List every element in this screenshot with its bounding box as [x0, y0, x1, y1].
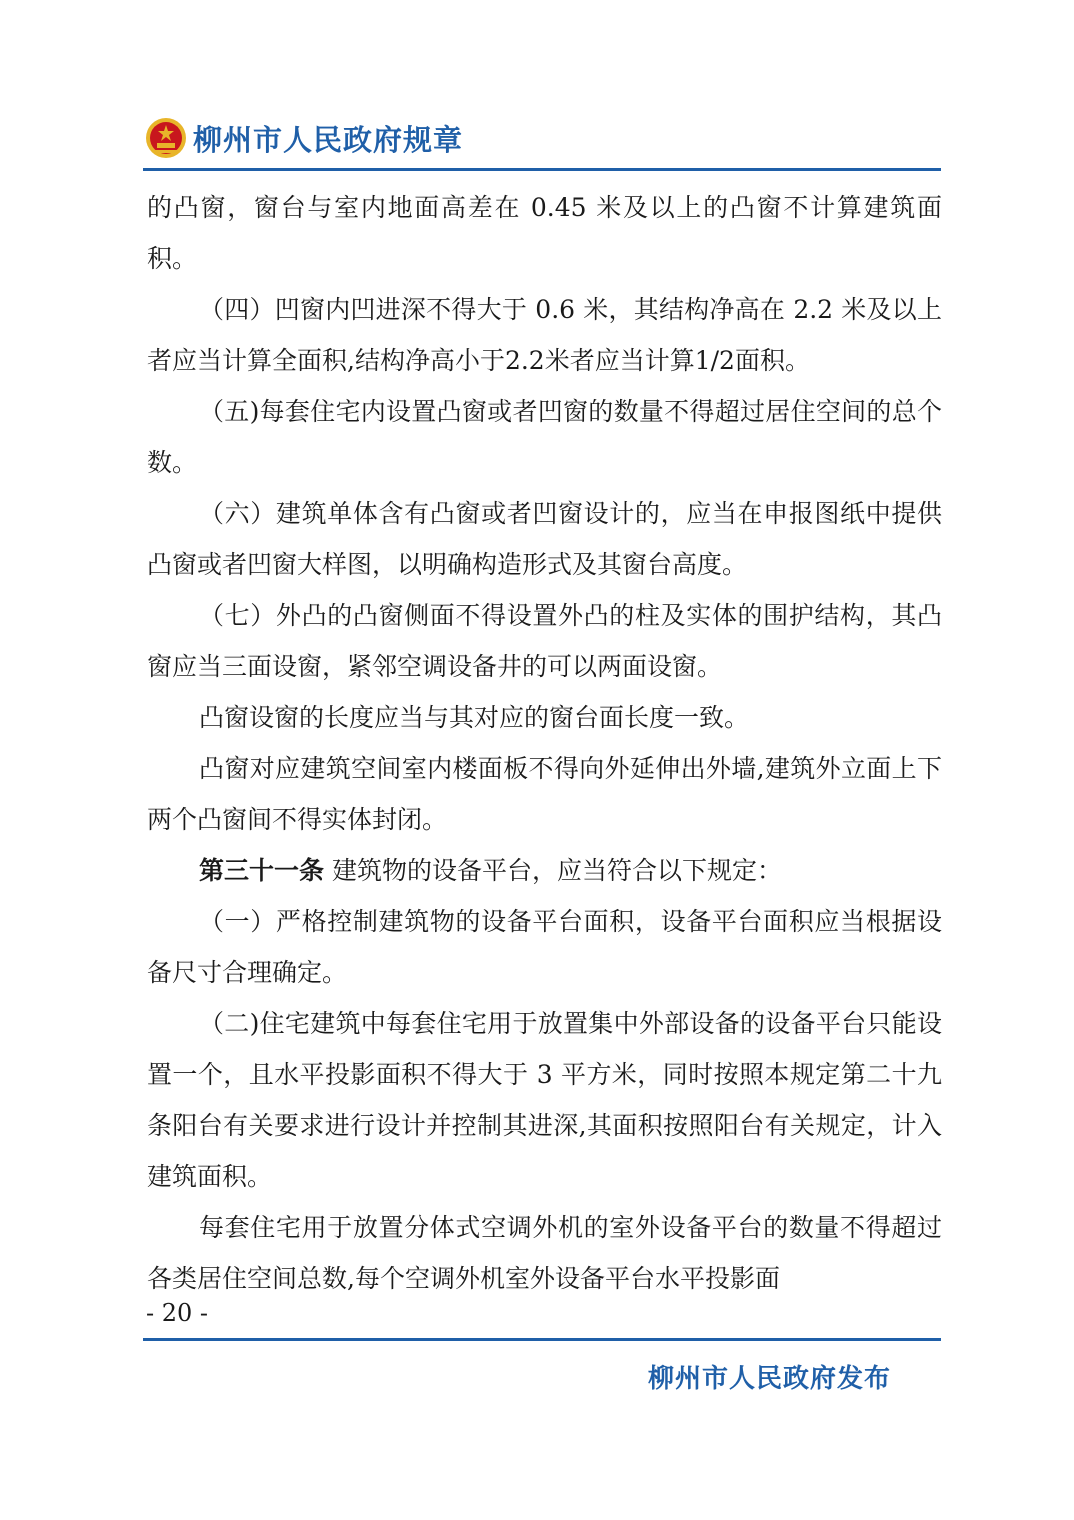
paragraph: （六）建筑单体含有凸窗或者凹窗设计的，应当在申报图纸中提供凸窗或者凹窗大样图，以明确构造形式及其窗台高度。: [147, 499, 942, 579]
paragraph: 每套住宅用于放置分体式空调外机的室外设备平台的数量不得超过各类居住空间总数,每个空调外机室外设备平台水平投影面: [147, 1213, 942, 1293]
national-emblem-icon: [145, 117, 187, 159]
footer-publisher: 柳州市人民政府发布: [648, 1364, 892, 1394]
paragraph: （一）严格控制建筑物的设备平台面积，设备平台面积应当根据设备尺寸合理确定。: [147, 907, 942, 987]
header-title: 柳州市人民政府规章: [193, 122, 464, 157]
body-text: [147, 182, 942, 1304]
page-number: - 20 -: [146, 1299, 209, 1327]
paragraph: 凸窗设窗的长度应当与其对应的窗台面长度一致。: [199, 703, 750, 732]
paragraph: （五)每套住宅内设置凸窗或者凹窗的数量不得超过居住空间的总个数。: [147, 397, 942, 477]
paragraph: （七）外凸的凸窗侧面不得设置外凸的柱及实体的围护结构，其凸窗应当三面设窗，紧邻空调设备井的可以两面设窗。: [147, 601, 942, 681]
article-text: 建筑物的设备平台，应当符合以下规定：: [324, 856, 782, 885]
header-divider: [143, 168, 941, 171]
page-header: [145, 112, 463, 164]
footer-divider: [143, 1338, 941, 1341]
paragraph: （四）凹窗内凹进深不得大于 0.6 米，其结构净高在 2.2 米及以上者应当计算全面积,结构净高小于2.2米者应当计算1/2面积。: [147, 295, 942, 375]
paragraph: 的凸窗，窗台与室内地面高差在 0.45 米及以上的凸窗不计算建筑面积。: [147, 193, 942, 273]
paragraph: （二)住宅建筑中每套住宅用于放置集中外部设备的设备平台只能设置一个，且水平投影面积不得大于 3 平方米，同时按照本规定第二十九条阳台有关要求进行设计并控制其进深,其面积按照阳台有关规定，计入建筑面积。: [147, 1009, 942, 1191]
paragraph: 凸窗对应建筑空间室内楼面板不得向外延伸出外墙,建筑外立面上下两个凸窗间不得实体封闭。: [147, 754, 942, 834]
article-number: 第三十一条: [199, 856, 325, 885]
article-paragraph: [147, 845, 942, 896]
